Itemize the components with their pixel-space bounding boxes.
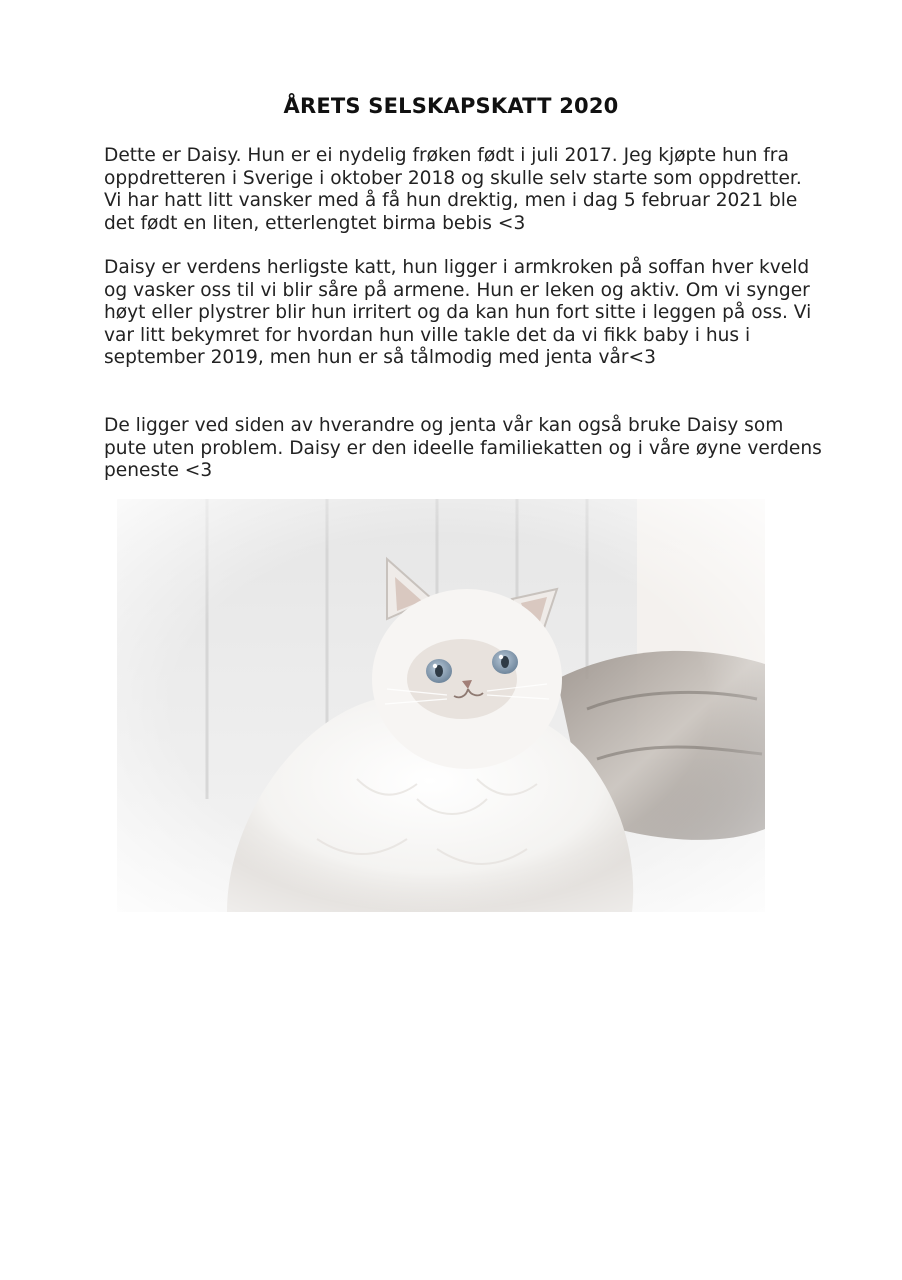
photo-vignette: [117, 499, 765, 912]
paragraph-3: De ligger ved siden av hverandre og jenta vår kan også bruke Daisy som pute uten problem. Daisy er den ideelle familiekatten og i våre øyne verdens peneste <3: [104, 415, 822, 482]
cat-photo: [117, 499, 765, 912]
paragraph-1: Dette er Daisy. Hun er ei nydelig frøken født i juli 2017. Jeg kjøpte hun fra oppdretteren i Sverige i oktober 2018 og skulle selv starte som oppdretter. Vi har hatt litt vansker med å få hun drektig, men i dag 5 februar 2021 ble det født en liten, etterlengtet birma bebis <3: [104, 145, 802, 234]
page-title: ÅRETS SELSKAPSKATT 2020: [283, 94, 619, 118]
cat-illustration: [117, 499, 765, 912]
paragraph-2: Daisy er verdens herligste katt, hun ligger i armkroken på soffan hver kveld og vasker oss til vi blir såre på armene. Hun er leken og aktiv. Om vi synger høyt eller plystrer blir hun irritert og da kan hun fort sitte i leggen på oss. Vi var litt bekymret for hvordan hun ville takle det da vi fikk baby i hus i september 2019, men hun er så tålmodig med jenta vår<3: [104, 257, 812, 369]
